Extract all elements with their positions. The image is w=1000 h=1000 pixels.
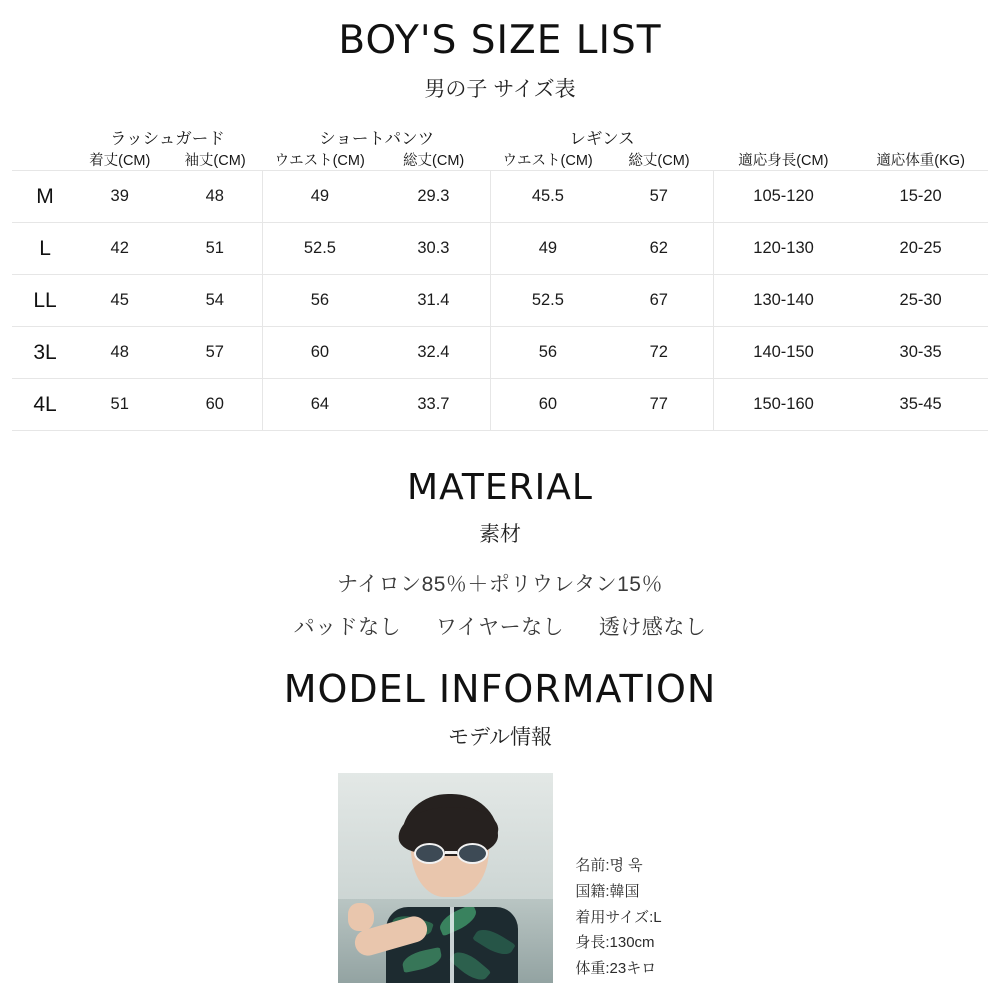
leaf-pattern-icon (472, 924, 515, 960)
lens-right (457, 843, 488, 864)
group-header-leggings: レギンス (569, 130, 635, 148)
model-fact-nationality: 国籍:韓国 (575, 882, 640, 900)
cell: 31.4 (377, 275, 491, 327)
cell: 48 (167, 171, 262, 223)
column-header-1: 袖丈(CM) (184, 153, 246, 169)
cell: 72 (605, 327, 714, 379)
cell: 60 (491, 379, 605, 431)
cell: 64 (263, 379, 377, 431)
cell: 49 (263, 171, 377, 223)
row-size-label: LL (12, 275, 72, 327)
row-size-label: M (12, 171, 72, 223)
model-photo (338, 773, 553, 983)
cell: 45.5 (491, 171, 605, 223)
cell: 30.3 (377, 223, 491, 275)
cell: 60 (263, 327, 377, 379)
model-information-section (0, 667, 1000, 983)
material-feature-2: 透け感なし (598, 616, 707, 639)
cell: 60 (167, 379, 262, 431)
column-header-0: 着丈(CM) (89, 153, 151, 169)
column-header-3: 総丈(CM) (403, 153, 465, 169)
model-fact-height: 身長:130cm (575, 934, 655, 952)
cell: 20-25 (853, 223, 988, 275)
material-title: MATERIAL (407, 467, 593, 508)
cell: 52.5 (263, 223, 377, 275)
table-column-header-row (12, 149, 988, 171)
cell: 57 (167, 327, 262, 379)
column-header-size (12, 149, 72, 171)
table-row (12, 171, 988, 223)
lens-bridge (445, 851, 457, 854)
column-header-7: 適応体重(KG) (876, 153, 965, 169)
cell: 56 (491, 327, 605, 379)
model-block (0, 773, 1000, 983)
cell: 15-20 (853, 171, 988, 223)
cell: 51 (167, 223, 262, 275)
page-subtitle: 男の子 サイズ表 (424, 78, 576, 101)
cell: 52.5 (491, 275, 605, 327)
column-header-6: 適応身長(CM) (738, 153, 829, 169)
model-fact-weight: 体重:23キロ (575, 960, 657, 978)
column-header-4: ウエスト(CM) (502, 153, 593, 169)
cell: 57 (605, 171, 714, 223)
cell: 140-150 (713, 327, 853, 379)
table-row (12, 275, 988, 327)
column-header-2: ウエスト(CM) (274, 153, 365, 169)
leaf-pattern-icon (400, 947, 443, 973)
cell: 150-160 (713, 379, 853, 431)
material-feature-1: ワイヤーなし (435, 616, 565, 639)
cell: 49 (491, 223, 605, 275)
cell: 33.7 (377, 379, 491, 431)
model-subtitle: モデル情報 (448, 726, 552, 749)
material-subtitle: 素材 (479, 523, 521, 546)
sunglasses-icon (414, 842, 488, 864)
material-features (0, 611, 1000, 641)
cell: 32.4 (377, 327, 491, 379)
cell: 51 (72, 379, 167, 431)
material-composition: ナイロン85％＋ポリウレタン15％ (337, 573, 663, 596)
size-list-section (0, 0, 1000, 431)
material-section (0, 467, 1000, 641)
row-size-label: L (12, 223, 72, 275)
model-title: MODEL INFORMATION (283, 667, 717, 711)
cell: 48 (72, 327, 167, 379)
cell: 77 (605, 379, 714, 431)
group-header-shorts: ショートパンツ (319, 130, 435, 148)
column-header-5: 総丈(CM) (628, 153, 690, 169)
zipper-icon (450, 907, 454, 983)
cell: 130-140 (713, 275, 853, 327)
table-row (12, 327, 988, 379)
cell: 67 (605, 275, 714, 327)
cell: 30-35 (853, 327, 988, 379)
cell: 39 (72, 171, 167, 223)
cell: 54 (167, 275, 262, 327)
row-size-label: 3L (12, 327, 72, 379)
page-title: BOY'S SIZE LIST (338, 18, 662, 63)
leaf-pattern-icon (436, 907, 480, 936)
material-feature-0: パッドなし (293, 616, 402, 639)
group-header-blank (12, 125, 72, 149)
model-fact-name: 名前:명 욱 (575, 857, 643, 874)
size-table (12, 125, 988, 431)
cell: 62 (605, 223, 714, 275)
cell: 25-30 (853, 275, 988, 327)
cell: 105-120 (713, 171, 853, 223)
model-hand (348, 903, 374, 931)
cell: 42 (72, 223, 167, 275)
group-header-fit (713, 125, 988, 149)
model-fact-size: 着用サイズ:L (575, 908, 662, 926)
cell: 56 (263, 275, 377, 327)
row-size-label: 4L (12, 379, 72, 431)
cell: 29.3 (377, 171, 491, 223)
cell: 120-130 (713, 223, 853, 275)
model-facts (575, 773, 661, 982)
cell: 35-45 (853, 379, 988, 431)
table-row (12, 379, 988, 431)
cell: 45 (72, 275, 167, 327)
leaf-pattern-icon (449, 946, 491, 983)
table-row (12, 223, 988, 275)
group-header-rashguard: ラッシュガード (109, 130, 225, 148)
table-group-header-row (12, 125, 988, 149)
lens-left (414, 843, 445, 864)
